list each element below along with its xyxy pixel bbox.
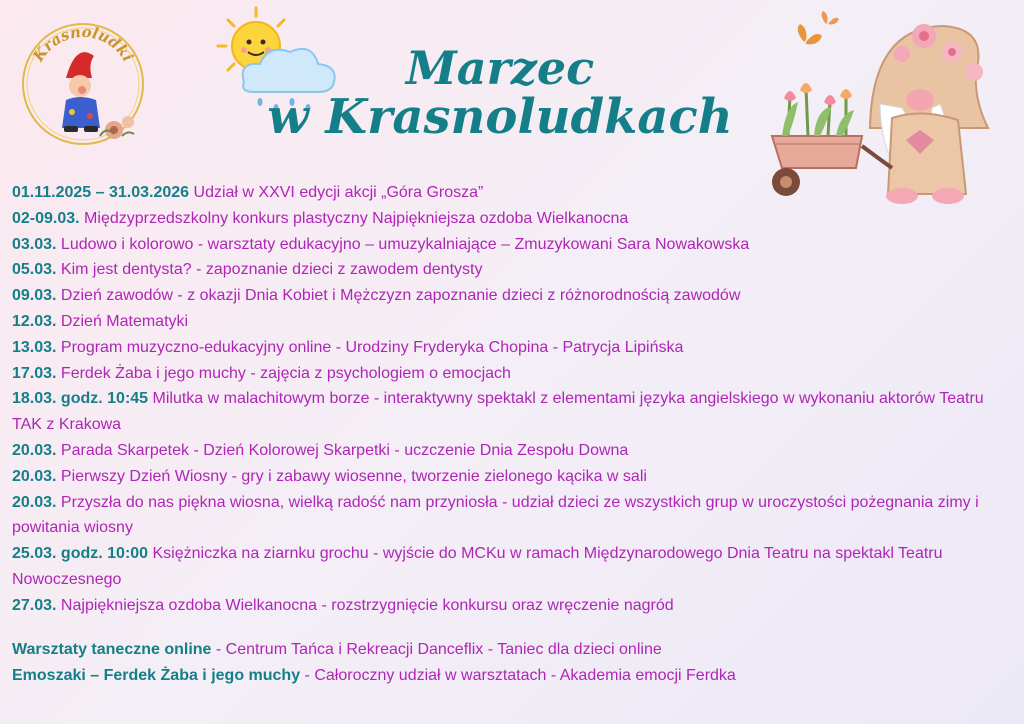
event-text: Księżniczka na ziarnku grochu - wyjście do MCKu w ramach Międzynarodowego Dnia Teatru na spektakl Teatru Nowoczesnego <box>12 545 943 588</box>
event-date: 20.03. <box>12 493 57 511</box>
event-date: 09.03. <box>12 287 57 305</box>
event-date: 18.03. godz. 10:45 <box>12 390 149 408</box>
event-text: Milutka w malachitowym borze - interaktywny spektakl z elementami języka angielskiego w wykonaniu aktorów Teatru TAK z Krakowa <box>12 390 984 434</box>
activity-row <box>12 637 1012 663</box>
event-row <box>12 206 1012 232</box>
gnome-cart-illustration <box>752 8 1012 208</box>
event-row <box>12 283 1012 309</box>
logo-text: Krasnoludki <box>29 22 138 65</box>
title-line-2: w Krasnoludkach <box>267 89 733 146</box>
activity-text: - Całoroczny udział w warsztatach - Akademia emocji Ferdka <box>300 667 736 684</box>
event-row <box>12 232 1012 258</box>
event-text: Najpiękniejsza ozdoba Wielkanocna - rozstrzygnięcie konkursu oraz wręczenie nagród <box>56 596 674 614</box>
event-date: 03.03. <box>12 235 57 253</box>
event-date: 25.03. godz. 10:00 <box>12 545 149 563</box>
event-text: Międzyprzedszkolny konkurs plastyczny Najpiękniejsza ozdoba Wielkanocna <box>79 209 629 227</box>
event-row <box>12 541 1012 593</box>
event-text: Dzień Matematyki <box>56 312 189 330</box>
event-text: Program muzyczno-edukacyjny online - Urodziny Fryderyka Chopina - Patrycja Lipińska <box>56 338 684 356</box>
event-text: Dzień zawodów - z okazji Dnia Kobiet i Mężczyzn zapoznanie dzieci z różnorodnością zawodów <box>56 287 741 305</box>
event-row <box>12 335 1012 361</box>
extra-activities <box>12 637 1012 689</box>
logo-graphic <box>14 12 152 150</box>
activity-text: - Centrum Tańca i Rekreacji Danceflix - Taniec dla dzieci online <box>211 641 662 658</box>
event-date: 01.11.2025 – 31.03.2026 <box>12 184 190 201</box>
event-date: 13.03. <box>12 338 57 356</box>
events-list <box>12 180 1012 619</box>
event-text: Ludowo i kolorowo - warsztaty edukacyjno – umuzykalniające – Zmuzykowani Sara Nowakowska <box>56 235 750 253</box>
event-text: Udział w XXVI edycji akcji „Góra Grosza” <box>189 184 484 201</box>
event-date: 27.03. <box>12 596 57 614</box>
event-row <box>12 180 1012 206</box>
event-date: 20.03. <box>12 467 57 485</box>
event-row <box>12 309 1012 335</box>
event-date: 05.03. <box>12 261 57 279</box>
event-row <box>12 490 1012 542</box>
page-title <box>240 41 760 146</box>
event-text: Parada Skarpetek - Dzień Kolorowej Skarpetki - uczczenie Dnia Zespołu Downa <box>56 441 629 459</box>
title-line-1: Marzec <box>405 41 595 95</box>
event-row <box>12 593 1012 619</box>
event-date: 20.03. <box>12 441 57 459</box>
activity-row <box>12 663 1012 689</box>
event-text: Kim jest dentysta? - zapoznanie dzieci z zawodem dentysty <box>56 261 483 279</box>
event-date: 02-09.03. <box>12 209 80 227</box>
activity-label: Warsztaty taneczne online <box>12 641 212 658</box>
event-row <box>12 438 1012 464</box>
event-date: 12.03. <box>12 312 57 330</box>
event-row <box>12 464 1012 490</box>
gnome-cart-icon <box>752 8 1012 208</box>
event-row <box>12 361 1012 387</box>
event-row <box>12 257 1012 283</box>
activity-label: Emoszaki – Ferdek Żaba i jego muchy <box>12 667 301 684</box>
event-text: Przyszła do nas piękna wiosna, wielką radość nam przyniosła - udział dzieci ze wszystkich grup w uroczystości pożegnania zimy i powitania wiosny <box>12 493 979 537</box>
event-text: Pierwszy Dzień Wiosny - gry i zabawy wiosenne, tworzenie zielonego kącika w sali <box>56 467 647 485</box>
event-row <box>12 386 1012 438</box>
krasnoludki-logo <box>14 12 152 150</box>
event-text: Ferdek Żaba i jego muchy - zajęcia z psychologiem o emocjach <box>56 364 511 382</box>
event-date: 17.03. <box>12 364 57 382</box>
